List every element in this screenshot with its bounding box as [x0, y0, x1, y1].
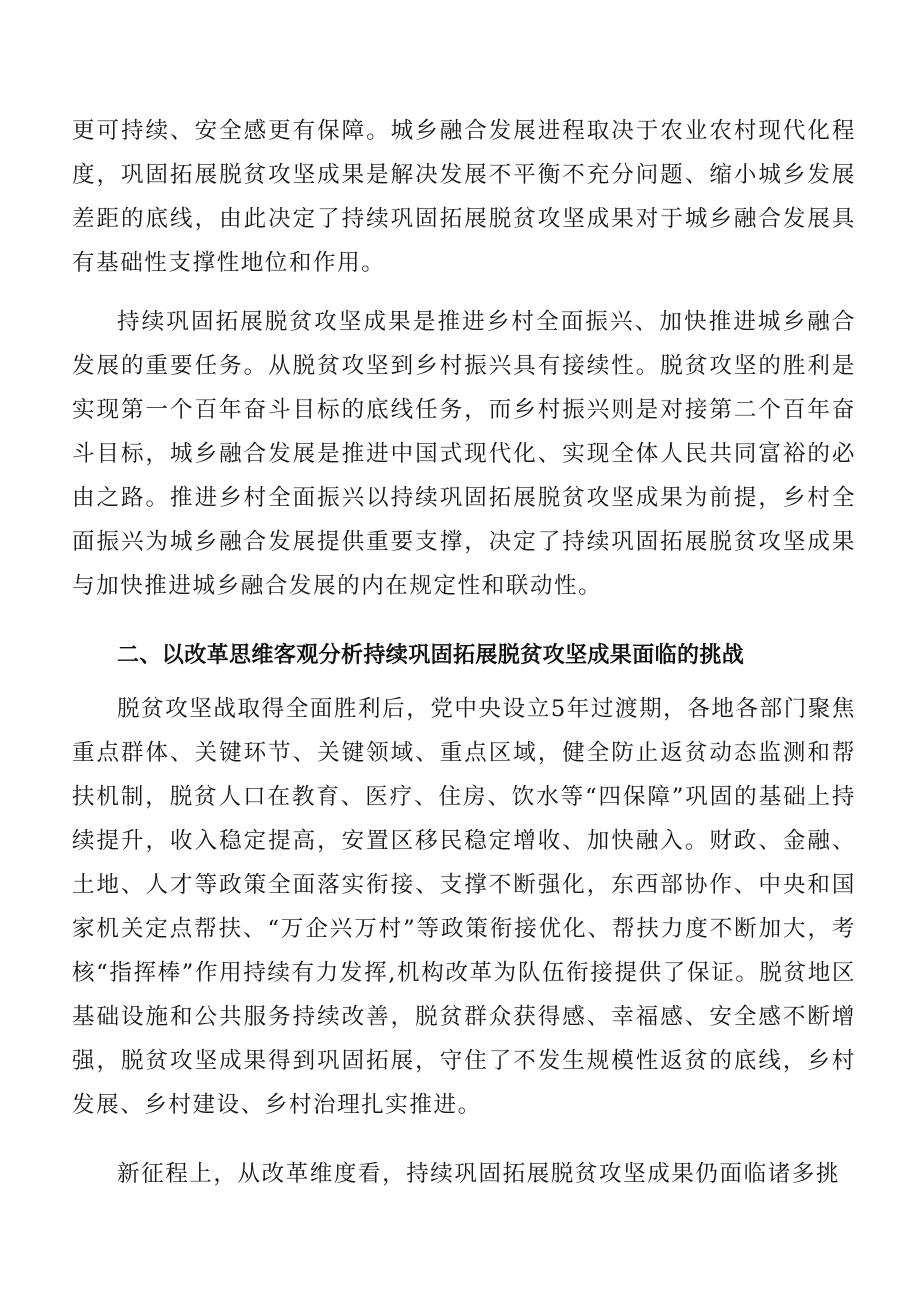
paragraph-task: 持续巩固拓展脱贫攻坚成果是推进乡村全面振兴、加快推进城乡融合发展的重要任务。从脱贫攻坚到乡村振兴具有接续性。脱贫攻坚的胜利是实现第一个百年奋斗目标的底线任务，而乡村振兴则是对接第二个百年奋斗目标，城乡融合发展是推进中国式现代化、实现全体人民共同富裕的必由之路。推进乡村全面振兴以持续巩固拓展脱贫攻坚成果为前提，乡村全面振兴为城乡融合发展提供重要支撑，决定了持续巩固拓展脱贫攻坚成果与加快推进城乡融合发展的内在规定性和联动性。: [72, 309, 856, 599]
section-heading: 二、以改革思维客观分析持续巩固拓展脱贫攻坚成果面临的挑战: [117, 643, 745, 668]
paragraph-achievements: 脱贫攻坚战取得全面胜利后，党中央设立5年过渡期，各地各部门聚焦重点群体、关键环节、关键领域、重点区域，健全防止返贫动态监测和帮扶机制，脱贫人口在教育、医疗、住房、饮水等“四保障”巩固的基础上持续提升，收入稳定提高，安置区移民稳定增收、加快融入。财政、金融、土地、人才等政策全面落实衔接、支撑不断强化，东西部协作、中央和国家机关定点帮扶、“万企兴万村”等政策衔接优化、帮扶力度不断加大，考核“指挥棒”作用持续有力发挥,机构改革为队伍衔接提供了保证。脱贫地区基础设施和公共服务持续改善，脱贫群众获得感、幸福感、安全感不断增强，脱贫攻坚成果得到巩固拓展，守住了不发生规模性返贫的底线，乡村发展、乡村建设、乡村治理扎实推进。: [72, 696, 856, 1118]
paragraph-continuation: 更可持续、安全感更有保障。城乡融合发展进程取决于农业农村现代化程度，巩固拓展脱贫攻坚成果是解决发展不平衡不充分问题、缩小城乡发展差距的底线，由此决定了持续巩固拓展脱贫攻坚成果对于城乡融合发展具有基础性支撑性地位和作用。: [72, 118, 856, 276]
paragraph-challenges: 新征程上，从改革维度看，持续巩固拓展脱贫攻坚成果仍面临诸多挑: [117, 1161, 841, 1187]
